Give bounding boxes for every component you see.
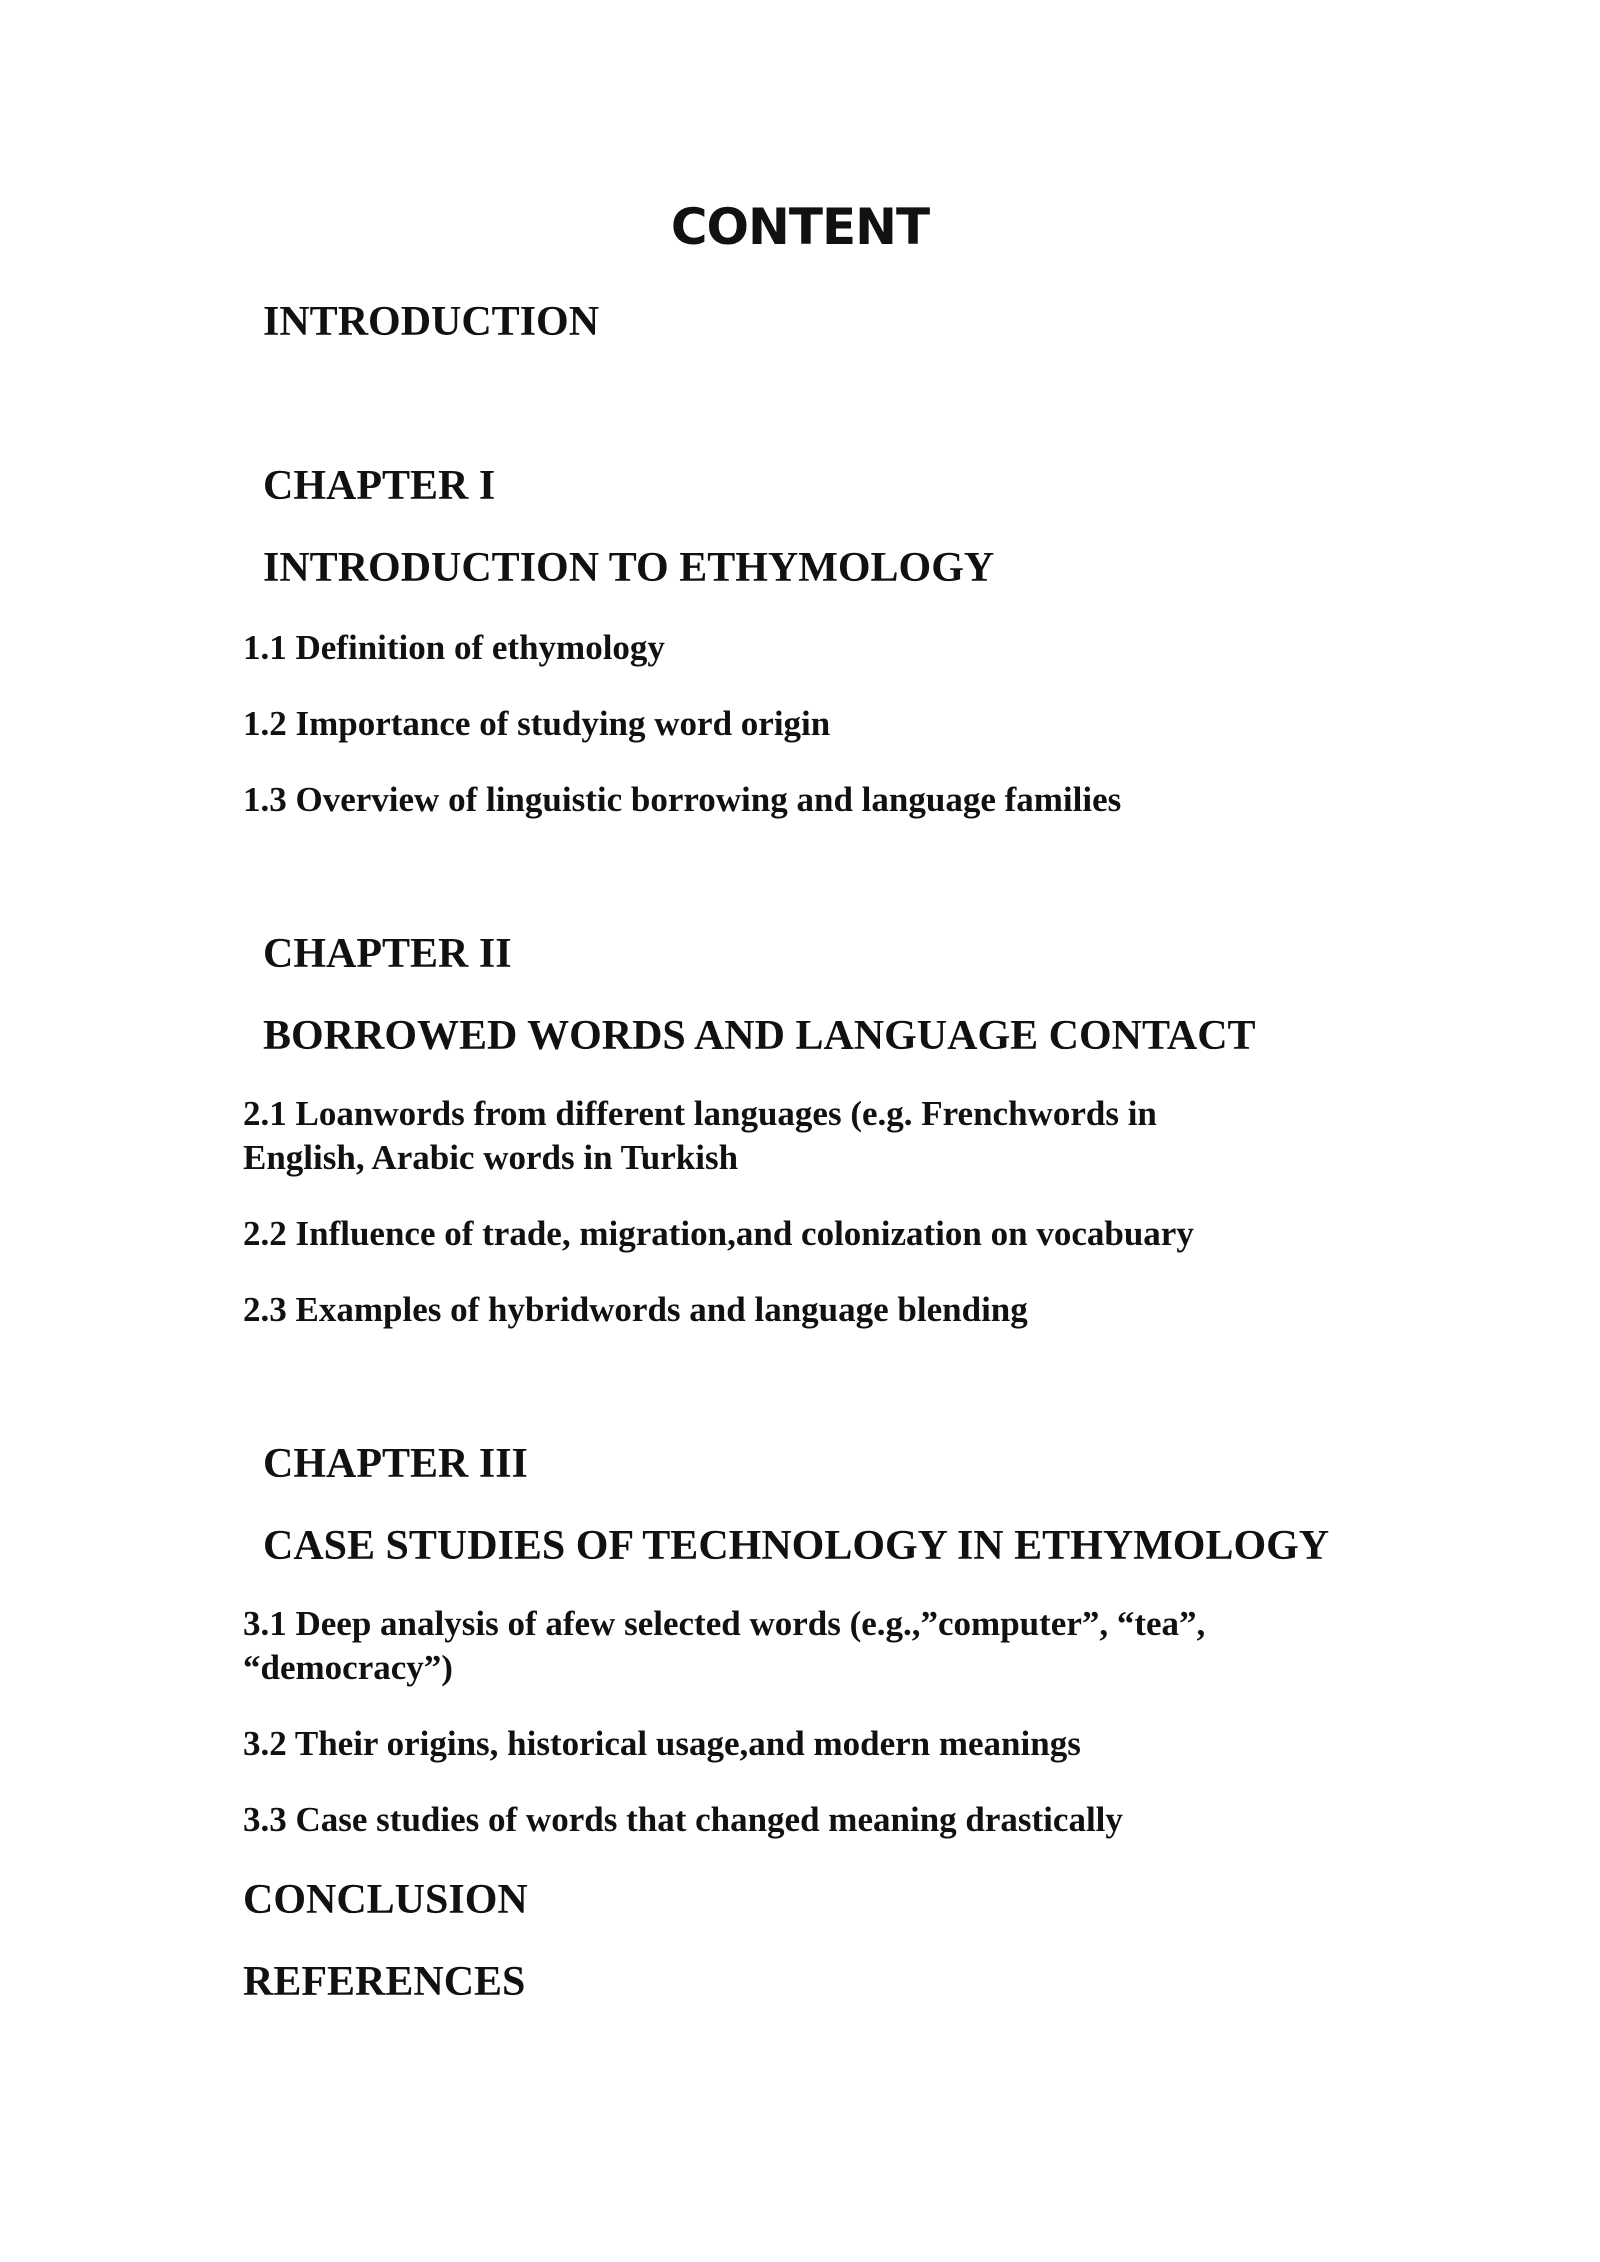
chapter-2-heading: BORROWED WORDS AND LANGUAGE CONTACT bbox=[263, 1013, 1256, 1059]
toc-item-3-3: 3.3 Case studies of words that changed meaning drastically bbox=[243, 1800, 1123, 1839]
toc-item-2-1-line-1: 2.1 Loanwords from different languages (e.g. Frenchwords in bbox=[243, 1094, 1157, 1133]
page-title: CONTENT bbox=[670, 198, 930, 256]
toc-item-2-2: 2.2 Influence of trade, migration,and colonization on vocabuary bbox=[243, 1214, 1194, 1253]
chapter-1-number: CHAPTER I bbox=[263, 463, 496, 509]
chapter-1-heading: INTRODUCTION TO ETHYMOLOGY bbox=[263, 545, 995, 591]
toc-item-1-1: 1.1 Definition of ethymology bbox=[243, 628, 665, 667]
toc-item-1-2: 1.2 Importance of studying word origin bbox=[243, 704, 831, 743]
toc-introduction: INTRODUCTION bbox=[263, 299, 600, 345]
chapter-3-number: CHAPTER III bbox=[263, 1441, 528, 1487]
toc-references: REFERENCES bbox=[243, 1959, 526, 2005]
toc-item-2-1-line-2: English, Arabic words in Turkish bbox=[243, 1138, 739, 1177]
toc-conclusion: CONCLUSION bbox=[243, 1877, 528, 1923]
toc-item-3-1-line-2: “democracy”) bbox=[243, 1648, 453, 1687]
chapter-3-heading: CASE STUDIES OF TECHNOLOGY IN ETHYMOLOGY bbox=[263, 1523, 1330, 1569]
toc-item-3-2: 3.2 Their origins, historical usage,and modern meanings bbox=[243, 1724, 1081, 1763]
toc-item-1-3: 1.3 Overview of linguistic borrowing and language families bbox=[243, 780, 1122, 819]
toc-item-2-3: 2.3 Examples of hybridwords and language blending bbox=[243, 1290, 1028, 1329]
toc-item-3-1-line-1: 3.1 Deep analysis of afew selected words (e.g.,”computer”, “tea”, bbox=[243, 1604, 1206, 1643]
chapter-2-number: CHAPTER II bbox=[263, 931, 512, 977]
